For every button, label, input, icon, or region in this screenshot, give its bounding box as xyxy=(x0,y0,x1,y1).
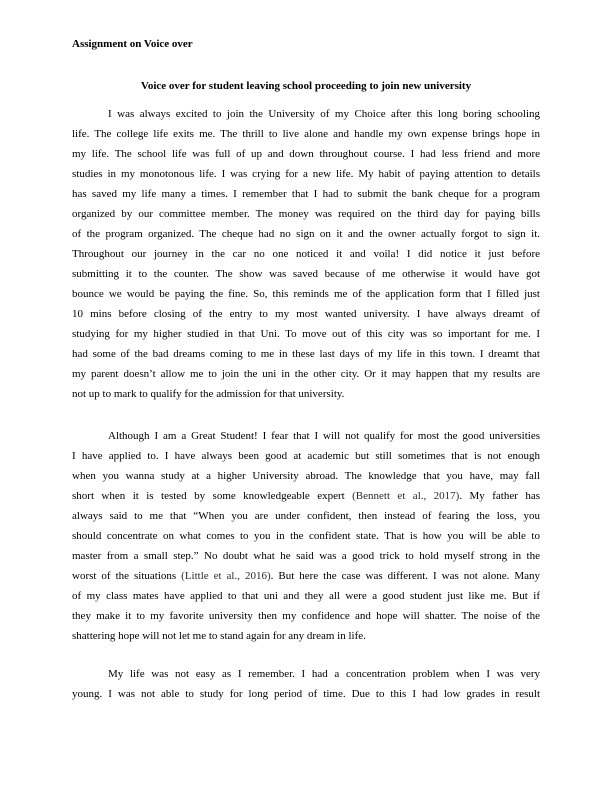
paragraph-1 xyxy=(72,104,540,404)
paragraph-3 xyxy=(72,664,540,704)
text-line: when you wanna study at a higher University abroad. The knowledge that you have, may fall xyxy=(72,470,540,482)
text-line: young. I was not able to study for long period of time. Due to this I had low grades in result xyxy=(72,688,540,700)
text-line: shattering hope will not let me to stand again for any dream in life. xyxy=(72,630,366,642)
text-line: Throughout our journey in the car no one noticed it and voila! I did notice it just before xyxy=(72,248,540,260)
paragraph-2 xyxy=(72,426,540,646)
text-line: I was always excited to join the University of my Choice after this long boring schooling xyxy=(108,108,540,120)
text-line: not up to mark to qualify for the admission for that university. xyxy=(72,388,345,400)
text-line: my parent doesn’t allow me to join the uni in the other city. Or it may happen that my results are xyxy=(72,368,540,380)
text-segment: worst of the situations xyxy=(72,570,182,582)
citation-little: (Little et al., 2016) xyxy=(181,570,271,582)
text-line: my life. The school life was full of up and down throughout course. I had less friend and more xyxy=(72,148,540,160)
text-line xyxy=(72,566,540,586)
text-line: Although I am a Great Student! I fear that I will not qualify for most the good universities xyxy=(108,430,540,442)
text-segment: . My father has xyxy=(459,490,540,502)
text-line: life. The college life exits me. The thrill to live alone and handle my own expense brings hope in xyxy=(72,128,540,140)
document-title: Voice over for student leaving school proceeding to join new university xyxy=(140,80,472,92)
text-line: My life was not easy as I remember. I had a concentration problem when I was very xyxy=(108,668,540,680)
text-line: submitting it to the counter. The show was saved because of me otherwise it would have got xyxy=(72,268,540,280)
text-line: of the program organized. The cheque had no sign on it and the owner actually forgot to sign it. xyxy=(72,228,540,240)
text-line: studies in my monotonous life. I was crying for a new life. My habit of paying attention to details xyxy=(72,168,540,180)
text-line: always said to me that “When you are under confident, then instead of fearing the loss, you xyxy=(72,510,540,522)
text-line: 10 mins before closing of the entry to my most wanted university. I have always dreamt of xyxy=(72,308,540,320)
text-line: should concentrate on what comes to you in the confident state. That is how you will be able to xyxy=(72,530,540,542)
text-segment: . But here the case was different. I was not alone. Many xyxy=(270,570,540,582)
text-line: bounce we would be paying the fine. So, this reminds me of the application form that I filled just xyxy=(72,288,540,300)
text-line: they make it to my favorite university then my confidence and hope will shatter. The noise of the xyxy=(72,610,540,622)
citation-bennett: (Bennett et al., 2017) xyxy=(352,490,460,502)
text-segment: short when it is tested by some knowledgeable expert xyxy=(72,490,353,502)
text-line: studying for my higher studied in that Uni. To move out of this city was so important for me. I xyxy=(72,328,540,340)
text-line: had some of the bad dreams coming to me in these last days of my life in this town. I dreamt that xyxy=(72,348,540,360)
text-line: has saved my life many a times. I remember that I had to submit the bank cheque for a program xyxy=(72,188,540,200)
assignment-heading: Assignment on Voice over xyxy=(72,38,193,50)
text-line: of my class mates have applied to that uni and they all were a good student just like me. But if xyxy=(72,590,540,602)
text-line xyxy=(72,486,540,506)
text-line: master from a small step.” No doubt what he said was a good trick to hold myself strong in the xyxy=(72,550,540,562)
text-line: I have applied to. I have always been good at academic but still sometimes that is not enough xyxy=(72,450,540,462)
text-line: organized by our committee member. The money was required on the third day for paying bills xyxy=(72,208,540,220)
